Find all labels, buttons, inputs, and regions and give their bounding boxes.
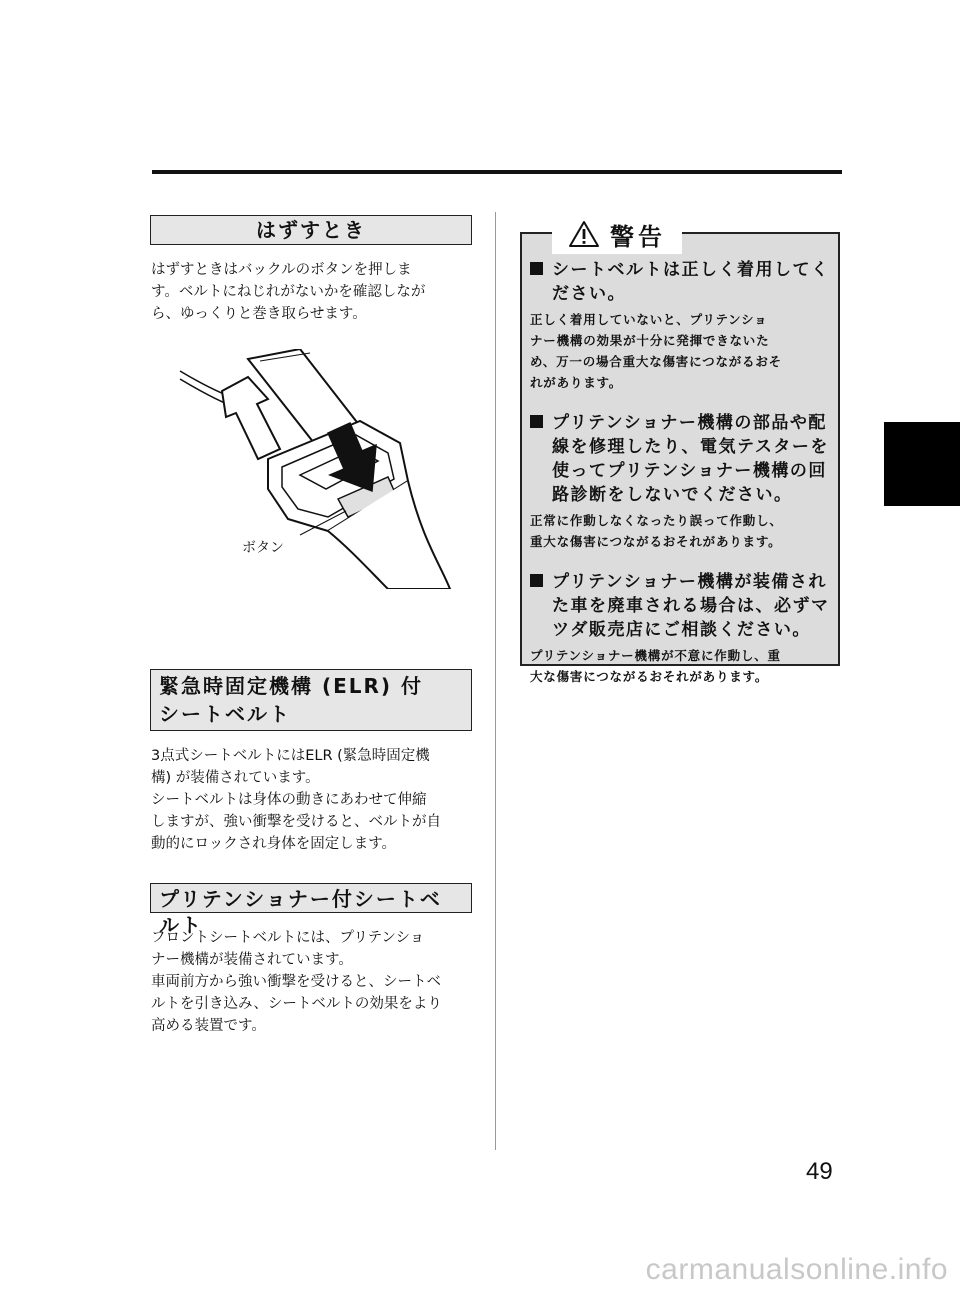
body-line: ナー機構が装備されています。 — [151, 952, 353, 968]
warning-item-body — [530, 645, 832, 687]
body-line: 車両前方から強い衝撃を受けると、シートベ — [151, 974, 441, 990]
heading-line: 使ってプリテンショナー機構の回 — [552, 461, 827, 481]
section-heading-unfasten: はずすとき — [150, 215, 472, 245]
page-number: 49 — [806, 1158, 833, 1185]
button-callout-label: ボタン — [242, 540, 284, 556]
body-line: 重大な傷害につながるおそれがあります。 — [530, 534, 782, 549]
buckle-illustration — [150, 349, 472, 589]
body-line: 大な傷害につながるおそれがあります。 — [530, 669, 769, 684]
heading-line: 線を修理したり、電気テスターを — [552, 437, 829, 457]
body-line: 構) が装備されています。 — [151, 770, 320, 786]
warning-title-text: 警告 — [610, 222, 666, 251]
warning-triangle-icon — [568, 220, 600, 248]
section-heading-pretensioner: プリテンショナー付シートベルト — [150, 883, 472, 913]
body-line: め、万一の場合重大な傷害につながるおそ — [530, 354, 782, 369]
section-body-pretensioner — [150, 927, 472, 1037]
column-divider — [495, 212, 496, 1150]
watermark: carmanualsonline.info — [645, 1253, 948, 1286]
warning-item-heading — [530, 258, 832, 306]
bullet-square-icon — [530, 262, 543, 275]
warning-item-heading — [530, 570, 832, 642]
heading-line: プリテンショナー機構が装備され — [552, 572, 827, 592]
buckle-release-drawing — [150, 349, 472, 589]
heading-line: プリテンショナー機構の部品や配 — [552, 413, 827, 433]
body-line: れがあります。 — [530, 375, 623, 390]
body-line: 高める装置です。 — [151, 1018, 266, 1034]
warning-item-heading — [530, 411, 832, 507]
warning-item — [530, 258, 832, 393]
body-line: ナー機構の効果が十分に発揮できないた — [530, 333, 770, 348]
body-line: シートベルトは身体の動きにあわせて伸縮 — [151, 792, 427, 808]
body-line: はずすときはバックルのボタンを押しま — [151, 262, 412, 278]
body-line: ルトを引き込み、シートベルトの効果をより — [151, 996, 442, 1012]
heading-line: 路診断をしないでください。 — [552, 485, 793, 505]
section-body-unfasten — [150, 259, 472, 325]
body-line: ら、ゆっくりと巻き取らせます。 — [151, 306, 367, 322]
warning-item-body — [530, 309, 832, 393]
warning-item — [530, 570, 832, 687]
chapter-tab-marker — [884, 422, 960, 506]
section-heading-elr — [150, 669, 472, 731]
heading-line: た車を廃車される場合は、必ずマ — [552, 596, 830, 616]
heading-line: シートベルトは正しく着用してく — [552, 260, 830, 280]
warning-item-body — [530, 510, 832, 552]
warning-content — [530, 258, 832, 705]
heading-line: ださい。 — [552, 284, 626, 304]
left-column — [150, 215, 472, 1037]
heading-line: シートベルト — [159, 702, 291, 726]
body-line: 3点式シートベルトにはELR (緊急時固定機 — [151, 748, 430, 764]
warning-item — [530, 411, 832, 552]
warning-title — [552, 214, 682, 254]
body-line: フロントシートベルトには、プリテンショ — [151, 930, 425, 946]
top-rule — [152, 170, 842, 174]
body-line: 正常に作動しなくなったり誤って作動し、 — [530, 513, 783, 528]
section-body-elr — [150, 745, 472, 855]
heading-line: ツダ販売店にご相談ください。 — [552, 620, 811, 640]
body-line: す。ベルトにねじれがないかを確認しなが — [151, 284, 426, 300]
body-line: しますが、強い衝撃を受けると、ベルトが自 — [151, 814, 441, 830]
bullet-square-icon — [530, 415, 543, 428]
bullet-square-icon — [530, 574, 543, 587]
body-line: プリテンショナー機構が不意に作動し、重 — [530, 648, 781, 663]
body-line: 正しく着用していないと、プリテンショ — [530, 312, 768, 327]
body-line: 動的にロックされ身体を固定します。 — [151, 836, 397, 852]
heading-line: 緊急時固定機構 (ELR) 付 — [159, 674, 424, 698]
